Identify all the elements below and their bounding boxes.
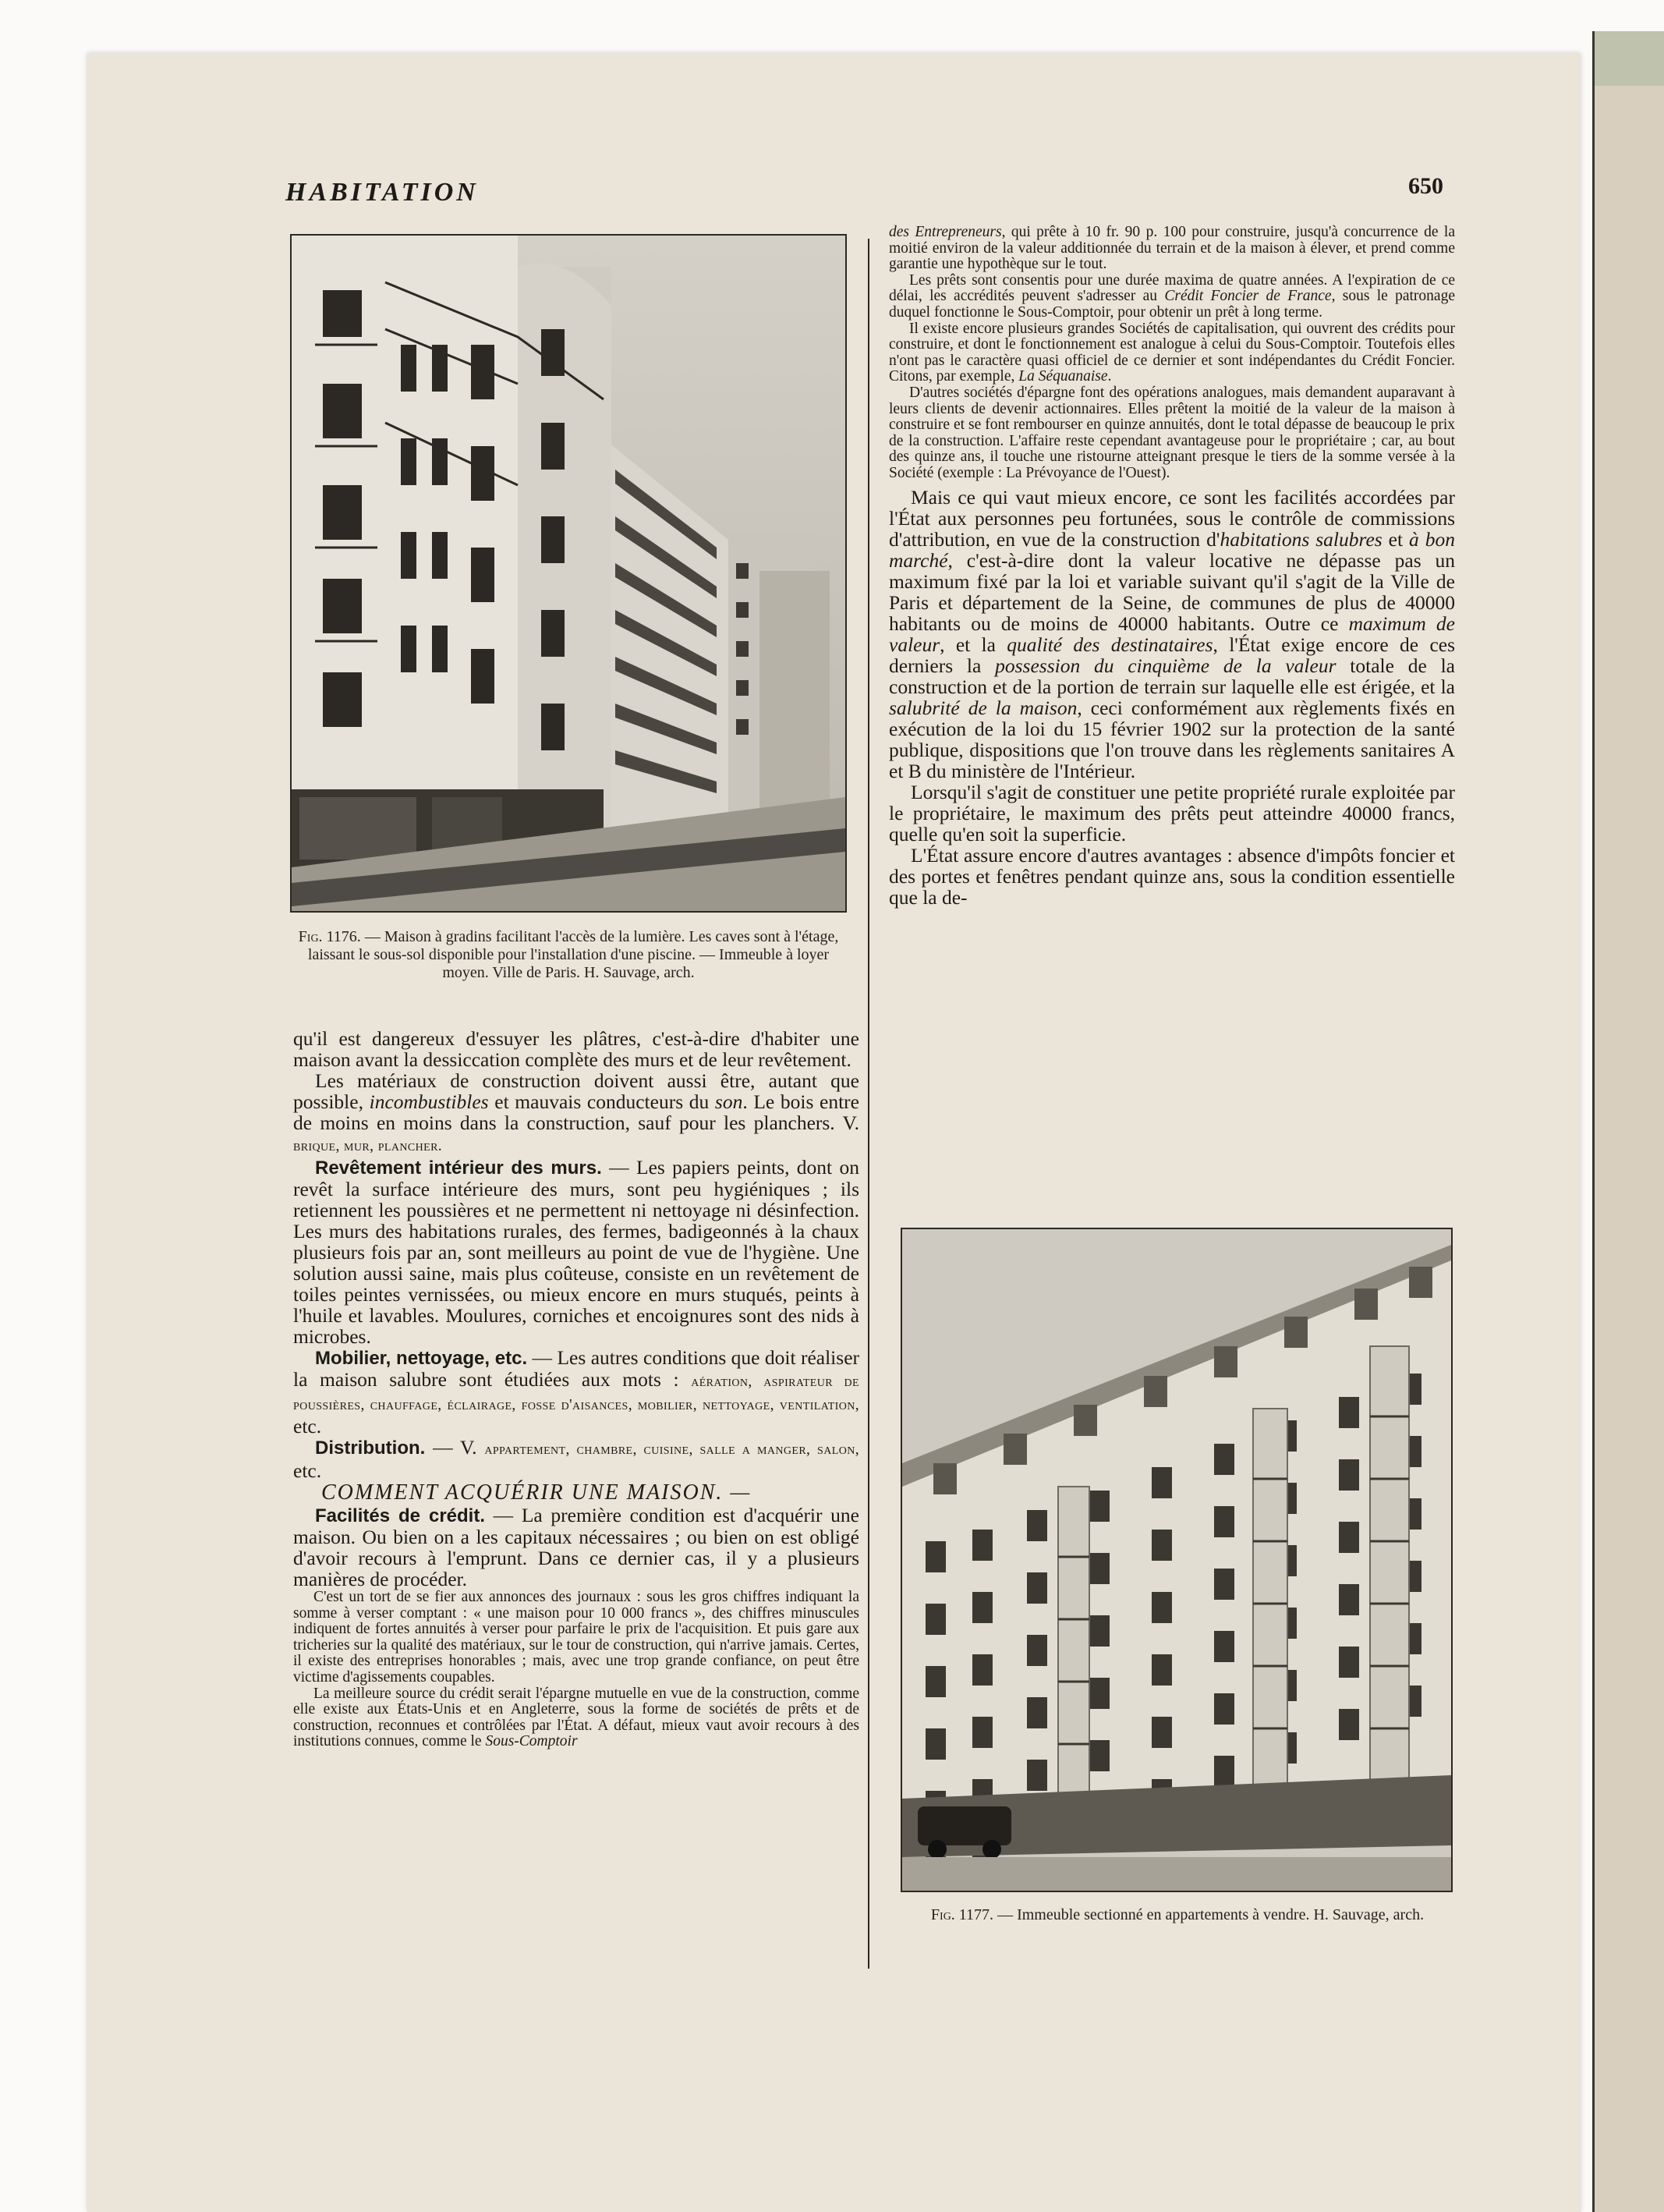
emphasis: La Séquanaise xyxy=(1018,368,1108,385)
left-paragraph-7: C'est un tort de se fier aux annonces des journaux : sous les gros chiffres indiquant la somme à verser comptant : « une maison pour 10 000 francs », des chiffres minuscules indiquent de fortes annuités à verser pour parfaire le prix de l'acquisition. Et puis gare aux tricheries sur la qualité des matériaux, sur le tour de construction, qui n'arrive jamais. Certes, il existe des entreprises honorables ; mais, avec une trop grande confiance, on peut être victime d'agissements coupables. xyxy=(293,1589,859,1686)
run-in-heading: Facilités de crédit. xyxy=(315,1505,485,1526)
cross-reference: brique, mur, plancher. xyxy=(293,1138,443,1154)
emphasis: incombustibles xyxy=(369,1090,489,1113)
page-number: 650 xyxy=(1408,173,1443,199)
building-photo-1176 xyxy=(292,236,845,911)
text-run: , sous le patronage duquel fonctionne le Sous-Comptoir, pour obtenir un prêt à long terme. xyxy=(889,288,1455,321)
right-paragraph-3 xyxy=(889,321,1455,385)
figure-1177-caption-text: — Immeuble sectionné en appartements à vendre. H. Sauvage, arch. xyxy=(997,1906,1425,1923)
run-in-heading: Mobilier, nettoyage, etc. xyxy=(315,1348,528,1369)
text-run: et xyxy=(1382,527,1410,551)
run-in-heading: Distribution. xyxy=(315,1437,426,1459)
emphasis: salubrité de la maison xyxy=(889,696,1078,719)
right-paragraph-6: Lorsqu'il s'agit de constituer une petite propriété rurale exploitée par le propriétaire, le maximum des prêts peut atteindre 40000 francs, quelle qu'en soit la superficie. xyxy=(889,780,1455,845)
text-run: et mauvais conducteurs du xyxy=(488,1090,715,1113)
emphasis: Crédit Foncier de France xyxy=(1164,288,1332,305)
left-paragraph-6 xyxy=(293,1505,859,1590)
building-photo-1177 xyxy=(902,1229,1451,1891)
right-paragraph-1 xyxy=(889,225,1455,273)
figure-1177-photo xyxy=(901,1228,1453,1892)
emphasis: possession du cinquième de la valeur xyxy=(995,654,1337,677)
emphasis: son xyxy=(714,1090,743,1113)
right-paragraph-5 xyxy=(889,487,1455,782)
adjacent-page-edge xyxy=(1592,31,1664,2212)
text-run: — Les autres conditions que doit réaliser la maison salubre sont étudiées aux mots : xyxy=(293,1346,860,1391)
right-paragraph-7: L'État assure encore d'autres avantages : absence d'impôts foncier et des portes et fenêtres pendant quinze ans, sous la condition essentielle que la de- xyxy=(889,843,1455,909)
figure-1176-caption xyxy=(290,928,847,982)
left-paragraph-8 xyxy=(293,1686,859,1750)
cross-reference: appartement, chambre, cuisine, salle a manger, salon, xyxy=(484,1441,859,1458)
left-paragraph-5 xyxy=(293,1437,859,1481)
left-column xyxy=(293,1028,859,1750)
emphasis: habitations salubres xyxy=(1220,527,1383,551)
text-run: , l'État exige encore de ces derniers la xyxy=(889,633,1455,677)
text-run: Il existe encore plusieurs grandes Sociétés de capitalisation, qui ouvrent des crédits pour construire, et dont le fonctionnement est analogue à celui du Sous-Comptoir. Toutefois elles n'ont pas le caractère quasi officiel de ce dernier et sont indépendantes du Crédit Foncier. Citons, par exemple, xyxy=(889,320,1455,385)
left-paragraph-1: qu'il est dangereux d'essuyer les plâtres, c'est-à-dire d'habiter une maison avant la dessiccation complète des murs et de leur revêtement. xyxy=(293,1027,859,1071)
text-run: Les matériaux de construction doivent aussi être, autant que possible, xyxy=(293,1069,859,1113)
text-run: . xyxy=(1107,368,1112,385)
section-title: COMMENT ACQUÉRIR UNE MAISON. — xyxy=(321,1480,752,1505)
emphasis: maximum de valeur xyxy=(889,611,1455,656)
emphasis: qualité des destinataires xyxy=(1007,633,1213,656)
running-head: HABITATION xyxy=(285,178,479,207)
adjacent-page-band xyxy=(1595,31,1664,86)
text-run: etc. xyxy=(293,1415,322,1437)
emphasis: à bon marché xyxy=(889,527,1455,572)
left-paragraph-4 xyxy=(293,1347,859,1437)
left-paragraph-2 xyxy=(293,1070,859,1157)
text-run: , qui prête à 10 fr. 90 p. 100 pour construire, jusqu'à concurrence de la moitié environ de la valeur additionnée du terrain et de la maison à élever, et prend comme garantie une hypothèque sur le tout. xyxy=(889,224,1455,273)
text-run: , et la xyxy=(940,633,1007,656)
figure-1176-label: Fig. 1176. xyxy=(298,928,361,945)
text-run: totale de la construction et de la portion de terrain sur laquelle elle est érigée, et la xyxy=(889,654,1455,698)
figure-1177-caption xyxy=(893,1906,1462,1924)
text-run: Mais ce qui vaut mieux encore, ce sont les facilités accordées par l'État aux personnes peu fortunées, sous le contrôle de commissions d'attribution, en vue de la construction d' xyxy=(889,485,1455,551)
text-run: — La première condition est d'acquérir une maison. Ou bien on a les capitaux nécessaires ; ou bien on est obligé d'avoir recours à l'emprunt. Dans ce dernier cas, il y a plusieurs manières de procéder. xyxy=(293,1504,859,1590)
run-in-heading: Revêtement intérieur des murs. xyxy=(315,1157,602,1179)
text-run: etc. xyxy=(293,1459,322,1482)
figure-1176-photo xyxy=(290,234,847,913)
column-rule xyxy=(868,239,869,1969)
emphasis: des Entrepreneurs xyxy=(889,224,1002,240)
right-column xyxy=(889,225,1455,908)
figure-1177-label: Fig. 1177. xyxy=(930,1906,994,1923)
text-run: , c'est-à-dire dont la valeur locative ne dépasse pas un maximum fixé par la loi et variable suivant qu'il s'agit de la Ville de Paris et département de la Seine, de communes de plus de 40000 habitants ou de moins de 40000 habitants. Outre ce xyxy=(889,548,1455,635)
text-run: , ceci conformément aux règlements fixés en exécution de la loi du 15 février 1902 sur la protection de la santé publique, dispositions que l'on trouve dans les règlements sanitaires A et B du ministère de l'Intérieur. xyxy=(889,696,1456,782)
cross-reference: aération, aspirateur de poussières, chauffage, éclairage, fosse d'aisances, mobilier, nettoyage, ventilation, xyxy=(293,1374,859,1413)
left-paragraph-3 xyxy=(293,1157,859,1347)
emphasis: Sous-Comptoir xyxy=(485,1733,578,1750)
text-run: . Le bois entre de moins en moins dans la construction, sauf pour les planchers. V. xyxy=(293,1090,859,1134)
text-run: — V. xyxy=(425,1436,485,1459)
text-run: — Les papiers peints, dont on revêt la surface intérieure des murs, sont peu hygiéniques ; ils retiennent les poussières et ne permettent ni nettoyage ni désinfection. Les murs des habitations rurales, des fermes, badigeonnés à la chaux plusieurs fois par an, sont meilleurs au point de vue de l'hygiène. Une solution aussi saine, mais plus coûteuse, consiste en un revêtement de toiles peintes vernissées, ou mieux encore en murs stuqués, peints à l'huile et lavables. Moulures, corniches et encoignures sont des nids à microbes. xyxy=(293,1156,860,1348)
text-run: Les prêts sont consentis pour une durée maxima de quatre années. A l'expiration de ce délai, les accrédités peuvent s'adresser au xyxy=(889,271,1455,305)
text-run: La meilleure source du crédit serait l'épargne mutuelle en vue de la construction, comme elle existe aux États-Unis et en Angleterre, sous la forme de sociétés de prêts et de construction, reconnues et contrôlées par l'État. A défaut, mieux vaut avoir recours à des institutions connues, comme le xyxy=(293,1685,859,1750)
right-paragraph-4: D'autres sociétés d'épargne font des opérations analogues, mais demandent auparavant à leurs clients de devenir actionnaires. Elles prêtent la moitié de la valeur de la maison à construire et se font rembourser en quinze annuités, dont le total dépasse de beaucoup le prix de la construction. L'affaire reste cependant avantageuse pour le propriétaire ; car, au bout des quinze ans, il touche une ristourne atteignant presque le tiers de la somme versée à la Société (exemple : La Prévoyance de l'Ouest). xyxy=(889,384,1455,481)
right-paragraph-2 xyxy=(889,273,1455,321)
figure-1176-caption-text: — Maison à gradins facilitant l'accès de la lumière. Les caves sont à l'étage, laissant le sous-sol disponible pour l'installation d'une piscine. — Immeuble à loyer moyen. Ville de Paris. H. Sauvage, arch. xyxy=(307,928,839,981)
